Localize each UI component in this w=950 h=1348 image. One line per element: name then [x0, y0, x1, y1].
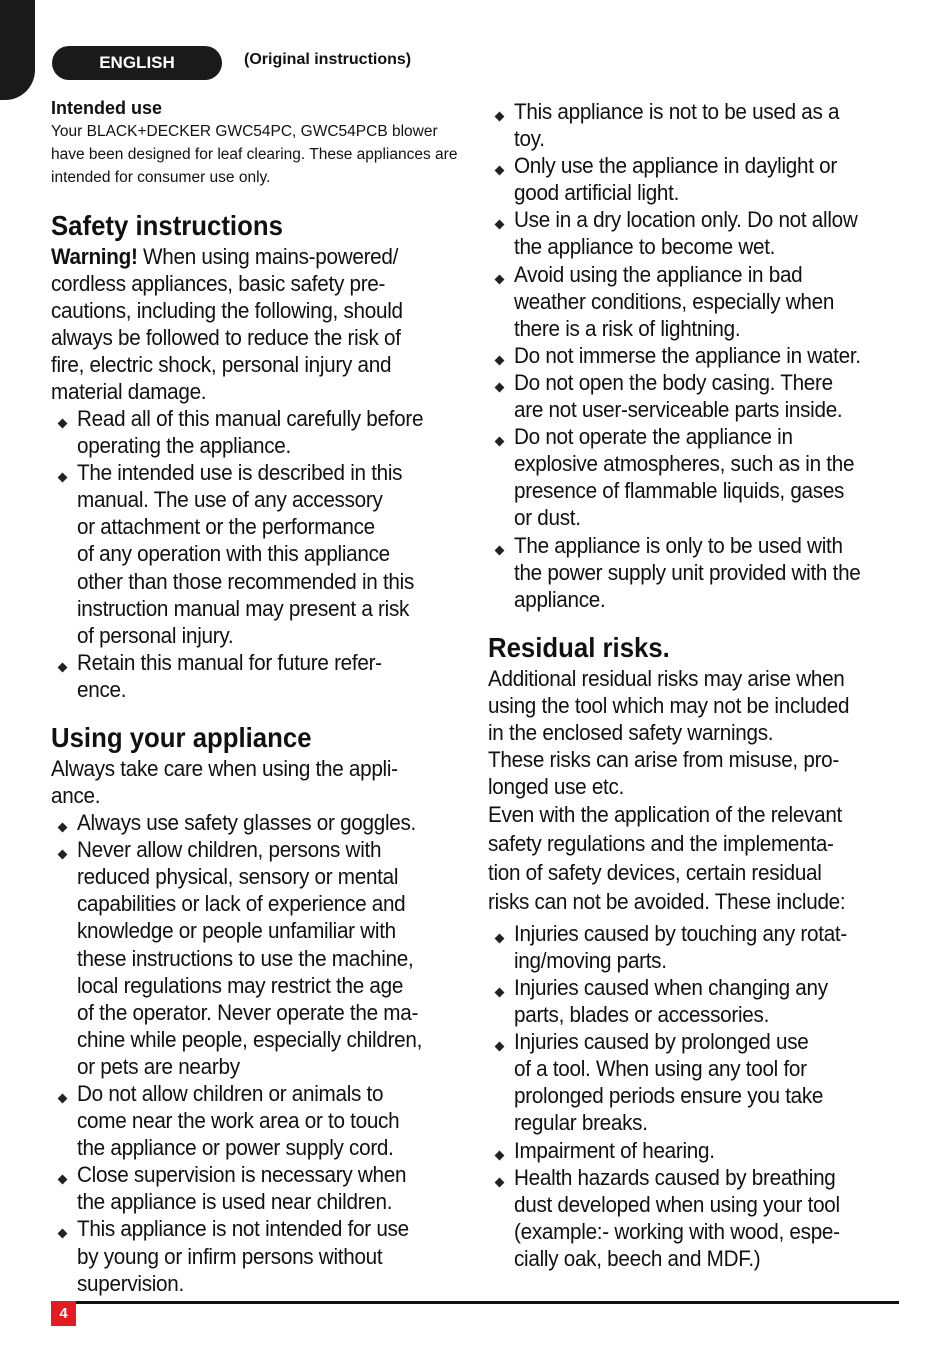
safety-bullet-list	[51, 405, 471, 703]
diamond-bullet-icon	[58, 850, 68, 860]
diamond-bullet-icon	[58, 823, 68, 833]
residual-bullet-list	[488, 920, 908, 1272]
safety-warning-paragraph	[51, 243, 446, 405]
intended-use-text: Your BLACK+DECKER GWC54PC, GWC54PCB blower have been designed for leaf clearing. These appliances are intended for consumer use only.	[51, 123, 458, 186]
list-item: Avoid using the appliance in bad weather conditions, especially when there is a risk of lightning.	[488, 261, 908, 342]
residual-paragraph-2: These risks can arise from misuse, pro- longed use etc.	[488, 746, 840, 799]
list-item: Do not allow children or animals to come near the work area or to touch the appliance or power supply cord.	[51, 1080, 471, 1161]
warning-label: Warning!	[51, 244, 138, 269]
diamond-bullet-icon	[58, 1094, 68, 1104]
diamond-bullet-icon	[58, 662, 68, 672]
page-edge-tab	[0, 0, 35, 100]
list-item: Injuries caused by prolonged use of a tool. When using any tool for prolonged periods ensure you take regular breaks.	[488, 1028, 908, 1136]
list-item: Never allow children, persons with reduced physical, sensory or mental capabilities or lack of experience and knowledge or people unfamiliar with these instructions to use the machine, local regulations may restrict the age of the operator. Never operate the ma- chine while people, especially children, or pets are nearby	[51, 836, 471, 1080]
diamond-bullet-icon	[58, 419, 68, 429]
page-number: 4	[51, 1301, 76, 1326]
footer-divider	[51, 1301, 899, 1304]
diamond-bullet-icon	[495, 933, 505, 943]
diamond-bullet-icon	[58, 473, 68, 483]
intended-use-heading: Intended use	[51, 98, 163, 118]
using-appliance-intro: Always take care when using the appli- ance.	[51, 756, 398, 809]
residual-risks-heading: Residual risks.	[488, 631, 670, 663]
warning-text: When using mains-powered/ cordless appliances, basic safety pre- cautions, including the following, should always be followed to reduce the risk of fire, electric shock, personal injury and material damage.	[51, 244, 403, 404]
diamond-bullet-icon	[495, 355, 505, 365]
safety-bullet-list-continued	[488, 98, 908, 613]
diamond-bullet-icon	[495, 274, 505, 284]
diamond-bullet-icon	[495, 988, 505, 998]
list-item: Retain this manual for future refer- ence.	[51, 649, 471, 703]
list-item: Do not immerse the appliance in water.	[488, 342, 908, 369]
diamond-bullet-icon	[495, 382, 505, 392]
list-item: Do not operate the appliance in explosive atmospheres, such as in the presence of flammable liquids, gases or dust.	[488, 423, 908, 531]
list-item: Only use the appliance in daylight or good artificial light.	[488, 152, 908, 206]
safety-instructions-heading: Safety instructions	[51, 210, 283, 241]
list-item: Health hazards caused by breathing dust developed when using your tool (example:- working with wood, espe- cially oak, beech and MDF.)	[488, 1164, 908, 1272]
residual-paragraph-1: Additional residual risks may arise when using the tool which may not be included in the enclosed safety warnings.	[488, 665, 850, 745]
list-item: The appliance is only to be used with the power supply unit provided with the appliance.	[488, 532, 908, 613]
list-item: The intended use is described in this manual. The use of any accessory or attachment or the performance of any operation with this appliance other than those recommended in this instruction manual may present a risk of personal injury.	[51, 459, 471, 649]
diamond-bullet-icon	[58, 1175, 68, 1185]
list-item: Impairment of hearing.	[488, 1137, 908, 1164]
list-item: Do not open the body casing. There are not user-serviceable parts inside.	[488, 369, 908, 423]
list-item: Injuries caused when changing any parts, blades or accessories.	[488, 974, 908, 1028]
list-item: This appliance is not to be used as a toy.	[488, 98, 908, 152]
left-column	[51, 96, 471, 1297]
list-item: Read all of this manual carefully before operating the appliance.	[51, 405, 471, 459]
list-item: Close supervision is necessary when the appliance is used near children.	[51, 1161, 471, 1215]
diamond-bullet-icon	[495, 545, 505, 555]
language-badge: ENGLISH	[52, 46, 222, 80]
diamond-bullet-icon	[495, 166, 505, 176]
using-appliance-heading: Using your appliance	[51, 722, 312, 754]
right-column	[488, 98, 908, 1272]
list-item: Injuries caused by touching any rotat- ing/moving parts.	[488, 920, 908, 974]
diamond-bullet-icon	[495, 437, 505, 447]
diamond-bullet-icon	[495, 112, 505, 122]
using-bullet-list	[51, 809, 471, 1297]
residual-paragraph-3: Even with the application of the relevant safety regulations and the implementa- tion of safety devices, certain residual risks can not be avoided. These include:	[488, 801, 846, 914]
list-item: Use in a dry location only. Do not allow the appliance to become wet.	[488, 206, 908, 260]
diamond-bullet-icon	[495, 1150, 505, 1160]
list-item: This appliance is not intended for use by young or infirm persons without supervision.	[51, 1215, 471, 1296]
diamond-bullet-icon	[495, 1042, 505, 1052]
diamond-bullet-icon	[495, 1177, 505, 1187]
original-instructions-label: (Original instructions)	[244, 51, 412, 68]
diamond-bullet-icon	[495, 220, 505, 230]
list-item: Always use safety glasses or goggles.	[51, 809, 471, 836]
diamond-bullet-icon	[58, 1229, 68, 1239]
